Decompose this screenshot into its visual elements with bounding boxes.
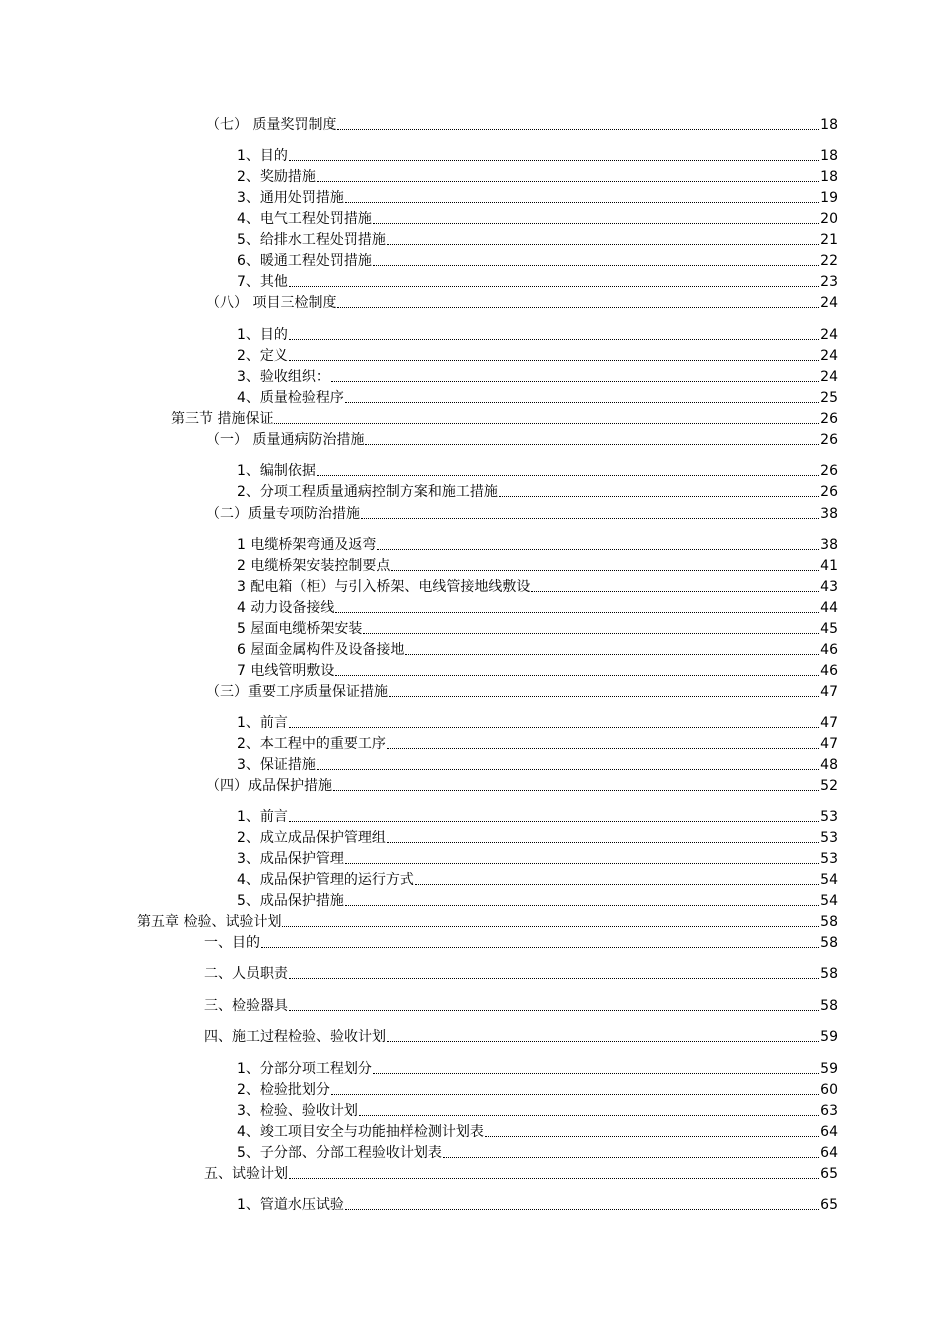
toc-entry[interactable] — [237, 1058, 838, 1078]
toc-leader-dots — [261, 947, 819, 948]
toc-entry[interactable] — [206, 114, 838, 134]
toc-entry[interactable] — [206, 681, 838, 701]
toc-entry[interactable] — [237, 145, 838, 165]
toc-entry-label: 3、检验、验收计划 — [237, 1103, 358, 1119]
toc-entry-label: 三、检验器具 — [204, 998, 288, 1014]
toc-entry[interactable] — [237, 1121, 838, 1141]
toc-page-number: 18 — [820, 117, 838, 133]
toc-entry-label: （八） 项目三检制度 — [206, 295, 337, 311]
toc-entry-label: 4 动力设备接线 — [237, 600, 335, 616]
toc-page-number: 46 — [820, 642, 838, 658]
toc-page-number: 24 — [820, 369, 838, 385]
toc-entry-label: 2、本工程中的重要工序 — [237, 736, 386, 752]
toc-entry[interactable] — [237, 1079, 838, 1099]
toc-page-number: 22 — [820, 253, 838, 269]
toc-leader-dots — [415, 884, 819, 885]
toc-page-number: 65 — [820, 1197, 838, 1213]
toc-leader-dots — [335, 612, 819, 613]
toc-entry[interactable] — [237, 754, 838, 774]
toc-entry[interactable] — [204, 995, 838, 1015]
toc-page-number: 20 — [820, 211, 838, 227]
toc-leader-dots — [387, 748, 819, 749]
toc-entry-label: 5 屋面电缆桥架安装 — [237, 621, 363, 637]
toc-leader-dots — [345, 863, 819, 864]
toc-page-number: 47 — [820, 684, 838, 700]
toc-entry-label: 7 电线管明敷设 — [237, 663, 335, 679]
toc-page-number: 23 — [820, 274, 838, 290]
toc-entry-label: 1、分部分项工程划分 — [237, 1061, 372, 1077]
toc-leader-dots — [289, 286, 819, 287]
toc-leader-dots — [443, 1157, 819, 1158]
toc-entry-label: 第三节 措施保证 — [171, 411, 274, 427]
toc-page-number: 58 — [820, 935, 838, 951]
toc-page-number: 19 — [820, 190, 838, 206]
toc-entry[interactable] — [237, 166, 838, 186]
toc-entry-label: 1、编制依据 — [237, 463, 316, 479]
toc-page-number: 58 — [820, 998, 838, 1014]
toc-entry[interactable] — [237, 271, 838, 291]
toc-leader-dots — [345, 402, 819, 403]
toc-entry[interactable] — [237, 555, 838, 575]
toc-entry-label: 4、电气工程处罚措施 — [237, 211, 372, 227]
toc-entry[interactable] — [206, 429, 838, 449]
toc-page-number: 48 — [820, 757, 838, 773]
toc-leader-dots — [363, 633, 819, 634]
toc-entry[interactable] — [237, 1142, 838, 1162]
toc-page-number: 64 — [820, 1145, 838, 1161]
toc-page-number: 60 — [820, 1082, 838, 1098]
toc-leader-dots — [387, 244, 819, 245]
toc-entry[interactable] — [237, 890, 838, 910]
toc-entry-label: 7、其他 — [237, 274, 288, 290]
toc-entry[interactable] — [204, 963, 838, 983]
toc-entry-label: 6 屋面金属构件及设备接地 — [237, 642, 405, 658]
toc-entry-label: 3、成品保护管理 — [237, 851, 344, 867]
toc-entry[interactable] — [206, 775, 838, 795]
toc-entry[interactable] — [237, 534, 838, 554]
toc-page-number: 54 — [820, 872, 838, 888]
toc-entry[interactable] — [237, 576, 838, 596]
toc-page-number: 26 — [820, 463, 838, 479]
toc-entry[interactable] — [237, 1100, 838, 1120]
toc-leader-dots — [373, 1073, 819, 1074]
toc-entry-label: 2、分项工程质量通病控制方案和施工措施 — [237, 484, 498, 500]
toc-page-number: 53 — [820, 830, 838, 846]
toc-leader-dots — [335, 675, 819, 676]
toc-page-number: 47 — [820, 715, 838, 731]
toc-entry-label: （三）重要工序质量保证措施 — [206, 684, 388, 700]
toc-page-number: 41 — [820, 558, 838, 574]
toc-page-number: 58 — [820, 966, 838, 982]
toc-leader-dots — [361, 518, 819, 519]
toc-entry[interactable] — [237, 639, 838, 659]
toc-page-number: 38 — [820, 537, 838, 553]
toc-entry-label: 2、检验批划分 — [237, 1082, 330, 1098]
toc-page-number: 26 — [820, 484, 838, 500]
toc-page-number: 53 — [820, 851, 838, 867]
toc-entry-label: 1、前言 — [237, 809, 288, 825]
toc-leader-dots — [389, 696, 819, 697]
toc-entry[interactable] — [237, 250, 838, 270]
toc-leader-dots — [337, 129, 819, 130]
toc-entry[interactable] — [206, 292, 838, 312]
toc-page-number: 26 — [820, 411, 838, 427]
toc-entry[interactable] — [237, 460, 838, 480]
toc-entry-label: 1、前言 — [237, 715, 288, 731]
toc-entry-label: （二）质量专项防治措施 — [206, 506, 360, 522]
toc-entry-label: 4、质量检验程序 — [237, 390, 344, 406]
toc-entry-label: 3、通用处罚措施 — [237, 190, 344, 206]
toc-entry[interactable] — [237, 387, 838, 407]
toc-leader-dots — [289, 360, 819, 361]
toc-entry-label: 2、定义 — [237, 348, 288, 364]
toc-entry-label: 四、施工过程检验、验收计划 — [204, 1029, 386, 1045]
toc-page-number: 59 — [820, 1029, 838, 1045]
toc-leader-dots — [377, 549, 819, 550]
toc-page-number: 18 — [820, 148, 838, 164]
toc-entry[interactable] — [204, 1163, 838, 1183]
toc-page-number: 26 — [820, 432, 838, 448]
toc-entry-label: 5、子分部、分部工程验收计划表 — [237, 1145, 442, 1161]
toc-leader-dots — [331, 381, 819, 382]
toc-page-number: 65 — [820, 1166, 838, 1182]
toc-leader-dots — [485, 1136, 819, 1137]
toc-leader-dots — [331, 1094, 819, 1095]
toc-entry[interactable] — [237, 597, 838, 617]
toc-leader-dots — [405, 654, 819, 655]
toc-leader-dots — [333, 790, 819, 791]
toc-entry[interactable] — [237, 208, 838, 228]
toc-entry[interactable] — [237, 806, 838, 826]
toc-leader-dots — [359, 1115, 819, 1116]
toc-page-number: 45 — [820, 621, 838, 637]
toc-leader-dots — [289, 727, 819, 728]
toc-entry[interactable] — [237, 869, 838, 889]
toc-entry-label: 第五章 检验、试验计划 — [137, 914, 282, 930]
toc-page-number: 18 — [820, 169, 838, 185]
toc-leader-dots — [289, 1010, 819, 1011]
toc-page-number: 43 — [820, 579, 838, 595]
toc-entry-label: 1、目的 — [237, 327, 288, 343]
toc-entry-label: 1 电缆桥架弯通及返弯 — [237, 537, 377, 553]
toc-leader-dots — [391, 570, 819, 571]
toc-entry[interactable] — [237, 345, 838, 365]
toc-leader-dots — [289, 160, 819, 161]
toc-entry[interactable] — [237, 712, 838, 732]
toc-entry-label: 一、目的 — [204, 935, 260, 951]
toc-entry[interactable] — [237, 481, 838, 501]
toc-page-number: 21 — [820, 232, 838, 248]
toc-entry[interactable] — [237, 366, 838, 386]
toc-leader-dots — [373, 223, 819, 224]
toc-entry-label: （一） 质量通病防治措施 — [206, 432, 365, 448]
toc-leader-dots — [317, 769, 819, 770]
toc-entry-label: 5、成品保护措施 — [237, 893, 344, 909]
toc-entry[interactable] — [237, 618, 838, 638]
toc-leader-dots — [317, 475, 819, 476]
toc-leader-dots — [274, 423, 819, 424]
toc-page-number: 24 — [820, 295, 838, 311]
toc-entry-label: 3、保证措施 — [237, 757, 316, 773]
toc-leader-dots — [499, 496, 819, 497]
toc-leader-dots — [345, 905, 819, 906]
toc-entry[interactable] — [237, 848, 838, 868]
toc-entry-label: 1、管道水压试验 — [237, 1197, 344, 1213]
toc-leader-dots — [373, 265, 819, 266]
toc-leader-dots — [337, 307, 819, 308]
toc-page-number: 46 — [820, 663, 838, 679]
toc-page-number: 58 — [820, 914, 838, 930]
toc-entry[interactable] — [206, 503, 838, 523]
toc-page-number: 25 — [820, 390, 838, 406]
toc-page-number: 59 — [820, 1061, 838, 1077]
toc-entry-label: 五、试验计划 — [204, 1166, 288, 1182]
toc-leader-dots — [531, 591, 819, 592]
toc-entry-label: （七） 质量奖罚制度 — [206, 117, 337, 133]
toc-leader-dots — [282, 926, 819, 927]
toc-entry-label: 5、给排水工程处罚措施 — [237, 232, 386, 248]
toc-entry[interactable] — [237, 660, 838, 680]
toc-entry[interactable] — [204, 1026, 838, 1046]
toc-entry[interactable] — [237, 733, 838, 753]
toc-entry[interactable] — [237, 187, 838, 207]
toc-entry[interactable] — [237, 1194, 838, 1214]
toc-entry[interactable] — [204, 932, 838, 952]
toc-entry-label: 2、成立成品保护管理组 — [237, 830, 386, 846]
toc-leader-dots — [345, 1209, 819, 1210]
toc-entry[interactable] — [237, 324, 838, 344]
toc-page-number: 63 — [820, 1103, 838, 1119]
toc-leader-dots — [317, 181, 819, 182]
toc-entry-label: 4、成品保护管理的运行方式 — [237, 872, 414, 888]
toc-entry-label: 6、暖通工程处罚措施 — [237, 253, 372, 269]
toc-entry-label: 2 电缆桥架安装控制要点 — [237, 558, 391, 574]
toc-page-number: 64 — [820, 1124, 838, 1140]
toc-page-number: 44 — [820, 600, 838, 616]
toc-leader-dots — [289, 1178, 819, 1179]
toc-entry-label: 2、奖励措施 — [237, 169, 316, 185]
toc-page-number: 53 — [820, 809, 838, 825]
toc-page-number: 52 — [820, 778, 838, 794]
toc-page-number: 24 — [820, 348, 838, 364]
toc-entry[interactable] — [171, 408, 838, 428]
toc-entry-label: （四）成品保护措施 — [206, 778, 332, 794]
toc-leader-dots — [387, 1041, 819, 1042]
toc-entry[interactable] — [237, 229, 838, 249]
toc-page-number: 47 — [820, 736, 838, 752]
toc-entry-label: 4、竣工项目安全与功能抽样检测计划表 — [237, 1124, 484, 1140]
toc-entry[interactable] — [137, 911, 838, 931]
toc-leader-dots — [289, 821, 819, 822]
toc-entry-label: 1、目的 — [237, 148, 288, 164]
toc-leader-dots — [289, 339, 819, 340]
toc-page-number: 54 — [820, 893, 838, 909]
toc-entry-label: 二、人员职责 — [204, 966, 288, 982]
toc-entry-label: 3 配电箱（柜）与引入桥架、电线管接地线敷设 — [237, 579, 531, 595]
toc-entry[interactable] — [237, 827, 838, 847]
toc-leader-dots — [365, 444, 819, 445]
toc-leader-dots — [289, 978, 819, 979]
toc-page-number: 38 — [820, 506, 838, 522]
toc-page-number: 24 — [820, 327, 838, 343]
toc-entry-label: 3、验收组织： — [237, 369, 330, 385]
toc-leader-dots — [387, 842, 819, 843]
toc-leader-dots — [345, 202, 819, 203]
